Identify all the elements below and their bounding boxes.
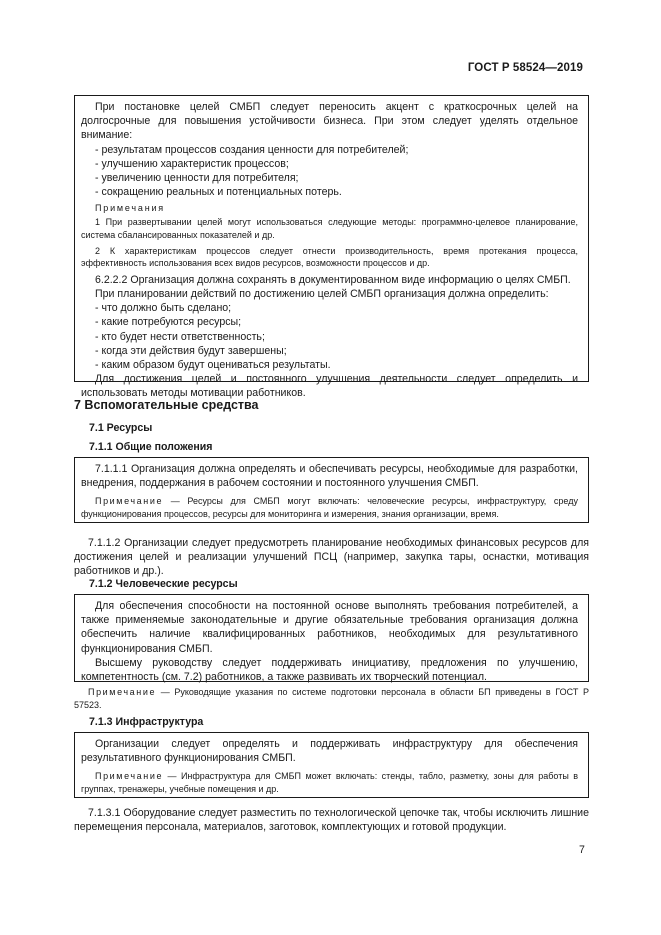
- top-management-paragraph: Высшему руководству следует поддерживать инициативу, предложения по улучшению, компетентность (см. 7.2) работников, а также развивать их творческий потенциал.: [81, 656, 578, 684]
- list-item: - увеличению ценности для потребителя;: [95, 172, 299, 185]
- clause-7-1-1-2: 7.1.1.2 Организации следует предусмотреть планирование необходимых финансовых ресурсов для достижения целей и реализации улучшений ПСЦ (например, закупка тары, оснастки, мотивация работников и др.).: [74, 537, 589, 578]
- note-label: Примечание: [88, 687, 157, 697]
- section-7-1-1-title: 7.1.1 Общие положения: [89, 441, 213, 453]
- standard-header: ГОСТ Р 58524—2019: [467, 62, 583, 74]
- note-1: 1 При развертывании целей могут использоваться следующие методы: программно-целевое планирование, система сбалансированных показателей и др.: [81, 217, 578, 241]
- note-text: — Руководящие указания по системе подготовки персонала в области БП приведены в ГОСТ Р 57523.: [74, 687, 589, 710]
- list-item: - результатам процессов создания ценности для потребителей;: [95, 143, 409, 156]
- training-note: [74, 686, 589, 711]
- section-7-title: 7 Вспомогательные средства: [74, 398, 259, 412]
- note-label: Примечание: [95, 496, 164, 507]
- note-label: Примечание: [95, 771, 164, 782]
- list-item: - какие потребуются ресурсы;: [95, 316, 242, 329]
- clause-6-2-2-2: 6.2.2.2 Организация должна сохранять в документированном виде информацию о целях СМБП.: [95, 273, 571, 286]
- requirement-box-goals: [74, 95, 589, 400]
- requirement-box-human-resources: [74, 594, 589, 682]
- resources-note: [81, 495, 578, 520]
- list-item: - улучшению характеристик процессов;: [95, 157, 289, 170]
- clause-7-1-3-1-block: [74, 806, 589, 834]
- section-7-1-title: 7.1 Ресурсы: [89, 422, 153, 434]
- human-resources-paragraph: Для обеспечения способности на постоянной основе выполнять требования потребителей, а также применяемые законодательные и другие обязательные требования организация должна обеспечить наличие квалифицированных работников, необходимых для результативного функционирования СМБП.: [81, 600, 578, 655]
- requirement-box-resources: [74, 457, 589, 523]
- motivation-paragraph: Для достижения целей и постоянного улучшения деятельности следует определить и использовать методы мотивации работников.: [81, 373, 578, 400]
- list-item: - каким образом будут оцениваться результаты.: [95, 359, 331, 372]
- notes-heading: Примечания: [95, 203, 165, 214]
- list-item: - что должно быть сделано;: [95, 302, 232, 315]
- note-text: — Инфраструктура для СМБП может включать: стенды, табло, разметку, зоны для работы в группах, тренажеры, учебные помещения и др.: [81, 771, 578, 794]
- page-number: 7: [579, 844, 585, 856]
- requirement-box-infrastructure: [74, 732, 589, 798]
- clause-7-1-3-1: 7.1.3.1 Оборудование следует разместить по технологической цепочке так, чтобы исключить лишние перемещения персонала, материалов, заготовок, комплектующих и готовой продукции.: [74, 807, 589, 834]
- list-item: - когда эти действия будут завершены;: [95, 344, 287, 357]
- note-7-1-2-block: [74, 686, 589, 711]
- infrastructure-note: [81, 770, 578, 795]
- planning-paragraph: При планировании действий по достижению целей СМБП организация должна определить:: [95, 288, 549, 300]
- list-item: - кто будет нести ответственность;: [95, 330, 265, 343]
- list-item: - сокращению реальных и потенциальных потерь.: [95, 186, 342, 199]
- section-7-1-2-title: 7.1.2 Человеческие ресурсы: [89, 578, 238, 590]
- note-2: 2 К характеристикам процессов следует отнести производительность, время протекания процесса, эффективность использования всех видов ресурсов, возможности процессов и др.: [81, 245, 578, 269]
- clause-7-1-1-1: 7.1.1.1 Организация должна определять и обеспечивать ресурсы, необходимые для разработки, внедрения, поддержания в рабочем состоянии и постоянного улучшения СМБП.: [81, 463, 578, 490]
- infrastructure-paragraph: Организации следует определять и поддерживать инфраструктуру для обеспечения результативного функционирования СМБП.: [81, 738, 578, 765]
- section-7-1-3-title: 7.1.3 Инфраструктура: [89, 716, 204, 728]
- note-text: — Ресурсы для СМБП могут включать: человеческие ресурсы, инфраструктуру, среду функционирования процессов, ресурсы для мониторинга и измерения, знания организации, время.: [81, 496, 578, 519]
- goals-paragraph: При постановке целей СМБП следует переносить акцент с краткосрочных целей на долгосрочные для повышения устойчивости бизнеса. При этом следует уделять отдельное внимание:: [81, 101, 578, 142]
- clause-7-1-1-2-block: [74, 536, 589, 579]
